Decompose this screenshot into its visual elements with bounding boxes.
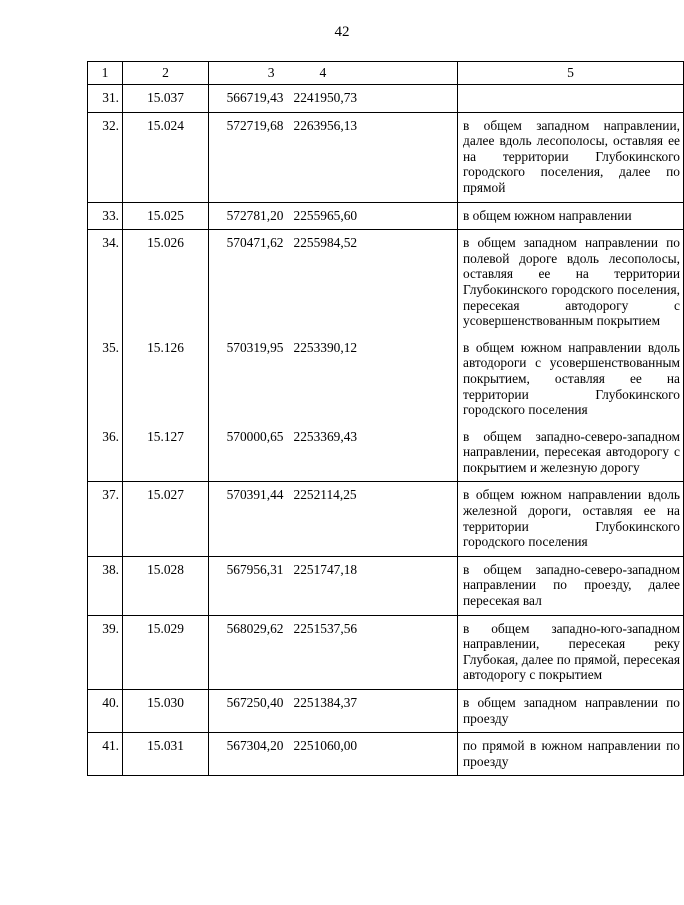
coord-y: 2251060,00 — [288, 733, 458, 776]
coord-y: 2253390,12 — [288, 335, 458, 424]
coord-x: 572781,20 — [209, 202, 288, 230]
coord-x: 570319,95 — [226, 339, 284, 355]
row-number: 41. — [88, 733, 123, 776]
table-row — [88, 230, 684, 335]
coord-y: 2241950,73 — [288, 85, 458, 113]
coord-x: 566719,43 — [209, 85, 288, 113]
coord-x: 572719,68 — [209, 112, 288, 202]
column-header-2: 2 — [123, 62, 209, 85]
coord-y: 2255965,60 — [288, 202, 458, 230]
row-number: 37. — [88, 482, 123, 556]
boundary-description: в общем западно-северо-западном направлении по проезду, далее пересекая вал — [458, 556, 684, 615]
point-id: 15.127 — [123, 424, 209, 482]
coord-y: 2255984,52 — [288, 230, 458, 335]
coord-y: 2252114,25 — [288, 482, 458, 556]
point-id: 15.030 — [123, 690, 209, 733]
coord-x: 570471,62 — [209, 230, 288, 335]
page-number: 42 — [334, 24, 350, 40]
coord-x: 570391,44 — [209, 482, 288, 556]
boundary-description: в общем западно-юго-западном направлении, пересекая реку Глубокая, далее по прямой, пересекая автодорогу с покрытием — [458, 615, 684, 689]
table-row — [88, 690, 684, 733]
point-id: 15.024 — [123, 112, 209, 202]
point-id: 15.026 — [123, 230, 209, 335]
boundary-description: в общем западно-северо-западном направлении, пересекая автодорогу с покрытием и железную дорогу — [458, 424, 684, 482]
table-header-row — [88, 62, 684, 85]
table-row — [88, 733, 684, 776]
row-number: 39. — [88, 615, 123, 689]
point-id: 15.126 — [123, 335, 209, 424]
table-row — [88, 85, 684, 113]
coord-y: 2251747,18 — [288, 556, 458, 615]
row-number: 40. — [88, 690, 123, 733]
table-row — [88, 482, 684, 556]
point-id: 15.028 — [123, 556, 209, 615]
coord-x: 567250,40 — [209, 690, 288, 733]
row-number: 38. — [88, 556, 123, 615]
boundary-description: в общем западном направлении, далее вдоль лесополосы, оставляя ее на территории Глубокинского городского поселения, далее по прямой — [458, 112, 684, 202]
point-id: 15.031 — [123, 733, 209, 776]
boundary-description: в общем западном направлении по проезду — [458, 690, 684, 733]
boundary-description: в общем южном направлении — [458, 202, 684, 230]
point-id: 15.025 — [123, 202, 209, 230]
column-header-3: 3 — [209, 62, 288, 85]
coord-x: 567956,31 — [209, 556, 288, 615]
column-header-4: 4 — [288, 62, 458, 85]
point-id: 15.029 — [123, 615, 209, 689]
boundary-description: в общем западном направлении по полевой дороге вдоль лесополосы, оставляя ее на территории Глубокинского городского поселения, пересекая автодорогу с усовершенствованным покрытием — [458, 230, 684, 335]
row-number: 34. — [88, 230, 123, 335]
boundary-description: по прямой в южном направлении по проезду — [458, 733, 684, 776]
row-number: 31. — [88, 85, 123, 113]
table-row — [88, 335, 684, 424]
coord-x: 567304,20 — [209, 733, 288, 776]
table-row — [88, 424, 684, 482]
table-row — [88, 202, 684, 230]
row-number: 35. — [88, 335, 123, 424]
coord-y: 2263956,13 — [288, 112, 458, 202]
coord-y: 2251384,37 — [288, 690, 458, 733]
coord-x: 568029,62 — [209, 615, 288, 689]
boundary-description — [458, 85, 684, 113]
coordinates-table — [87, 61, 684, 776]
table-row — [88, 112, 684, 202]
table-row — [88, 615, 684, 689]
table-row — [88, 556, 684, 615]
row-number: 33. — [88, 202, 123, 230]
coord-y: 2253369,43 — [288, 424, 458, 482]
row-number: 36. — [88, 424, 123, 482]
boundary-description: в общем южном направлении вдоль автодороги с усовершенствованным покрытием, оставляя ее на территории Глубокинского городского поселения — [458, 335, 684, 424]
coord-y: 2251537,56 — [288, 615, 458, 689]
row-number: 32. — [88, 112, 123, 202]
point-id: 15.037 — [123, 85, 209, 113]
boundary-description: в общем южном направлении вдоль железной дороги, оставляя ее на территории Глубокинского городского поселения — [458, 482, 684, 556]
column-header-5: 5 — [458, 62, 684, 85]
column-header-1: 1 — [88, 62, 123, 85]
point-id: 15.027 — [123, 482, 209, 556]
coord-x: 570000,65 — [226, 428, 284, 444]
